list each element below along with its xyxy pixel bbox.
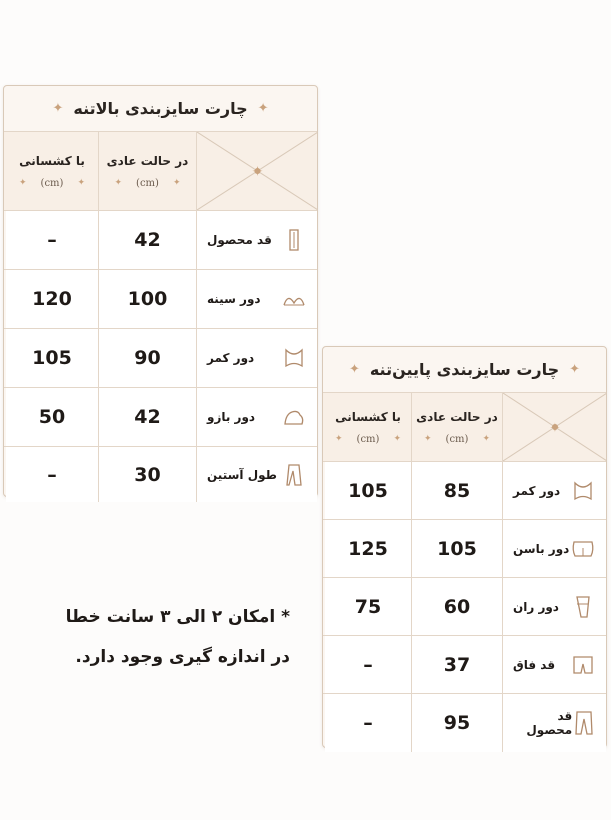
row-label: دور سینه xyxy=(207,292,261,306)
svg-text:✦: ✦ xyxy=(549,421,561,436)
unit-label: (cm) xyxy=(136,177,159,189)
table-row xyxy=(323,461,606,519)
sparkle-icon: ✦ xyxy=(393,434,401,444)
stretch-value-cell xyxy=(6,329,98,387)
table-header-row xyxy=(4,131,317,210)
normal-value-cell xyxy=(98,329,196,387)
stretch-value: – xyxy=(363,712,373,734)
stretch-value-cell xyxy=(6,447,98,502)
table-row xyxy=(323,519,606,577)
stretch-column-label: با کشسانی xyxy=(19,153,85,168)
normal-value-cell xyxy=(98,447,196,502)
stretch-value: 120 xyxy=(32,288,72,310)
table-row xyxy=(4,387,317,446)
row-label-cell xyxy=(502,636,606,693)
sparkle-icon: ✦ xyxy=(172,178,181,188)
normal-value-cell xyxy=(411,462,502,519)
upper-chart-title: چارت سایزبندی بالاتنه xyxy=(73,98,248,118)
sparkle-icon: ✦ xyxy=(52,100,64,116)
lower-chart-title: چارت سایزبندی پایین‌تنه xyxy=(369,359,560,379)
corner-cell xyxy=(502,393,606,461)
stretch-value: 125 xyxy=(348,537,388,560)
diagonal-ornament-icon xyxy=(503,393,607,461)
normal-column-header xyxy=(98,132,196,210)
row-label: طول آستین xyxy=(207,467,277,482)
row-label-cell xyxy=(196,270,317,328)
normal-value: 60 xyxy=(443,595,471,618)
normal-value: 100 xyxy=(127,288,168,310)
sparkle-icon: ✦ xyxy=(348,361,360,377)
sleeve-icon xyxy=(281,462,307,488)
stretch-value-cell xyxy=(6,388,98,446)
table-header-row xyxy=(323,392,606,461)
stretch-column-header xyxy=(6,132,98,210)
normal-value-cell xyxy=(411,694,502,752)
normal-value-cell xyxy=(98,211,196,269)
row-label-cell xyxy=(196,447,317,502)
table-row xyxy=(323,635,606,693)
normal-value: 95 xyxy=(443,712,471,734)
sparkle-icon: ✦ xyxy=(114,178,123,188)
stretch-value-cell xyxy=(325,578,411,635)
row-label-cell xyxy=(196,388,317,446)
sparkle-icon: ✦ xyxy=(482,434,490,444)
table-row xyxy=(4,446,317,502)
thigh-icon xyxy=(570,594,596,620)
svg-text:✦: ✦ xyxy=(251,164,264,180)
note-line-1: * امکان ۲ الی ۳ سانت خطا xyxy=(65,607,290,627)
stretch-value: 105 xyxy=(348,479,388,502)
stretch-value-cell xyxy=(325,520,411,577)
sparkle-icon: ✦ xyxy=(569,361,581,377)
normal-value-cell xyxy=(411,578,502,635)
upper-chart-title-bar xyxy=(4,86,317,130)
diagonal-ornament-icon xyxy=(197,132,318,210)
normal-value-cell xyxy=(98,270,196,328)
row-label-cell xyxy=(502,578,606,635)
stretch-value-cell xyxy=(6,211,98,269)
sparkle-icon: ✦ xyxy=(424,434,432,444)
normal-column-label: در حالت عادی xyxy=(416,409,498,424)
normal-value: 42 xyxy=(134,406,161,428)
row-label-cell xyxy=(502,520,606,577)
stretch-value: – xyxy=(47,463,57,486)
table-row xyxy=(323,693,606,752)
row-label: قد محصول xyxy=(207,233,272,247)
row-label: دور کمر xyxy=(513,483,561,498)
unit-label: (cm) xyxy=(40,177,64,189)
stretch-value-cell xyxy=(325,636,411,693)
unit-label: (cm) xyxy=(356,433,380,445)
row-label-cell xyxy=(502,462,606,519)
row-label: دور بازو xyxy=(207,410,256,424)
normal-value: 42 xyxy=(134,229,161,251)
sparkle-icon: ✦ xyxy=(77,178,85,188)
pants-icon xyxy=(572,710,596,736)
sparkle-icon: ✦ xyxy=(257,100,269,116)
stretch-value-cell xyxy=(325,694,411,752)
rise-icon xyxy=(570,652,596,678)
normal-value-cell xyxy=(411,520,502,577)
normal-value-cell xyxy=(411,636,502,693)
normal-value: 90 xyxy=(134,347,161,369)
stretch-value: 105 xyxy=(32,347,72,369)
stretch-value: 75 xyxy=(354,595,382,618)
upper-size-chart xyxy=(3,85,318,497)
normal-value-cell xyxy=(98,388,196,446)
row-label-cell xyxy=(502,694,606,752)
normal-column-label: در حالت عادی xyxy=(106,153,189,168)
table-row xyxy=(4,269,317,328)
normal-value: 85 xyxy=(443,479,471,502)
row-label-cell xyxy=(196,329,317,387)
waist-icon xyxy=(281,345,307,371)
normal-value: 37 xyxy=(443,653,471,676)
table-row xyxy=(4,328,317,387)
row-label: دور کمر xyxy=(207,351,255,365)
row-label: دور ران xyxy=(513,599,559,614)
lower-size-chart xyxy=(322,346,607,748)
measurement-note xyxy=(60,597,290,677)
row-label: قد فاق xyxy=(513,657,556,672)
normal-column-header xyxy=(411,393,502,461)
stretch-value: – xyxy=(363,653,373,676)
waist-icon xyxy=(570,478,596,504)
hip-icon xyxy=(570,536,596,562)
bra-icon xyxy=(281,286,307,312)
table-row xyxy=(323,577,606,635)
row-label: قد محصول xyxy=(526,709,573,737)
stretch-value-cell xyxy=(325,462,411,519)
normal-value: 105 xyxy=(437,537,477,560)
row-label-cell xyxy=(196,211,317,269)
unit-label: (cm) xyxy=(445,433,469,445)
stretch-value: 50 xyxy=(38,406,66,428)
arm-icon xyxy=(281,404,307,430)
lower-chart-title-bar xyxy=(323,347,606,391)
stretch-value-cell xyxy=(6,270,98,328)
lower-size-table xyxy=(323,392,606,747)
stretch-value: – xyxy=(47,229,57,251)
sparkle-icon: ✦ xyxy=(19,178,27,188)
sparkle-icon: ✦ xyxy=(335,434,343,444)
row-label: دور باسن xyxy=(513,541,570,556)
table-row xyxy=(4,210,317,269)
upper-size-table xyxy=(4,131,317,496)
product-length-icon xyxy=(281,227,307,253)
note-line-2: در اندازه گیری وجود دارد. xyxy=(75,647,290,667)
normal-value: 30 xyxy=(134,463,161,486)
stretch-column-header xyxy=(325,393,411,461)
stretch-column-label: با کشسانی xyxy=(335,409,401,424)
corner-cell xyxy=(196,132,317,210)
